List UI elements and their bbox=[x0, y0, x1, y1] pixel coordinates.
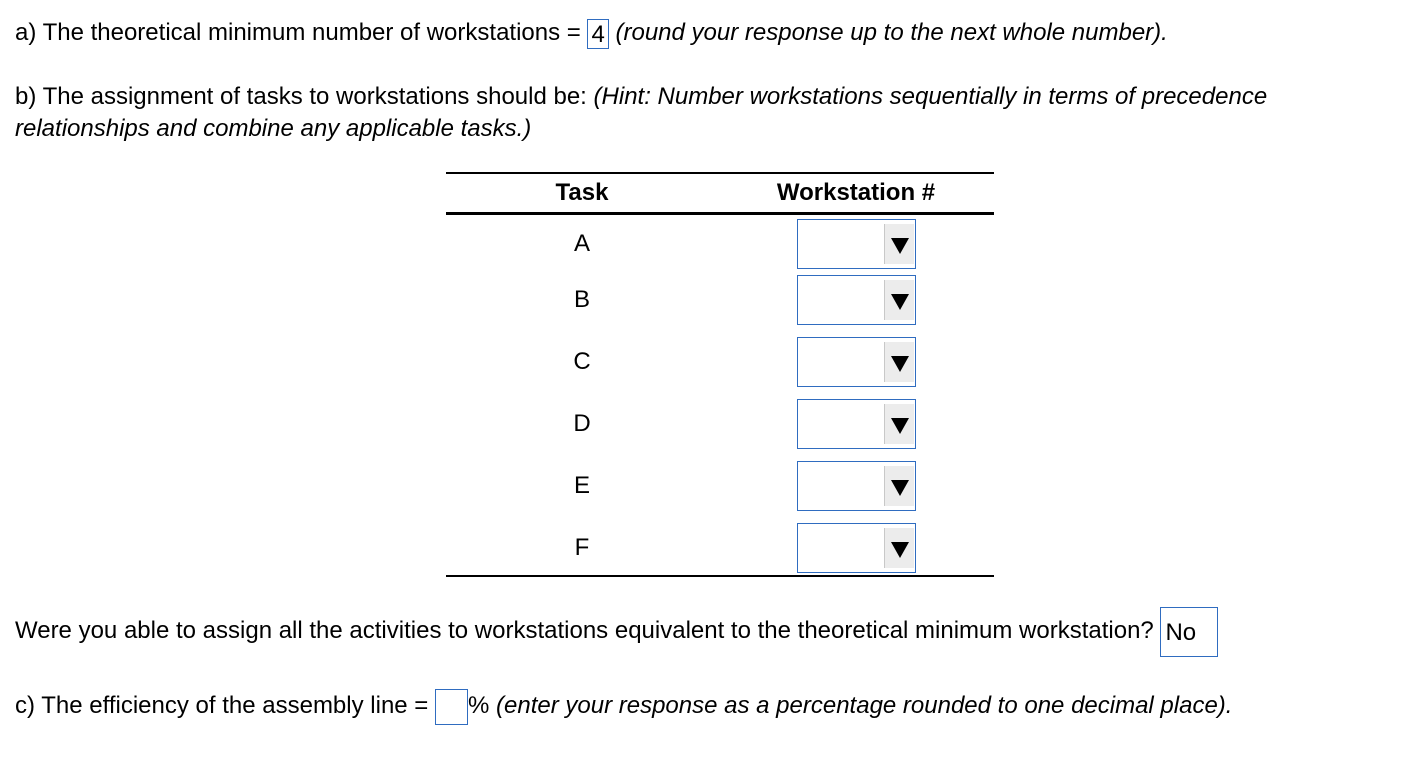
efficiency-input[interactable] bbox=[435, 689, 468, 725]
workstation-select-c[interactable] bbox=[797, 337, 916, 387]
triangle-down-icon[interactable] bbox=[884, 466, 914, 506]
part-b-hint-line1: (Hint: Number workstations sequentially in terms of precedence bbox=[593, 83, 1268, 110]
table-body bbox=[446, 215, 994, 575]
workstation-select-a[interactable] bbox=[797, 219, 916, 269]
part-a-line bbox=[15, 17, 1168, 49]
table-header bbox=[446, 174, 994, 215]
task-label-f: F bbox=[574, 534, 590, 561]
part-a-suffix: (round your response up to the next whole number). bbox=[615, 19, 1168, 46]
triangle-down-icon[interactable] bbox=[884, 224, 914, 264]
part-b-prefix: b) The assignment of tasks to workstations should be: bbox=[15, 83, 587, 110]
part-b-line1 bbox=[15, 81, 1267, 113]
workstation-select-e[interactable] bbox=[797, 461, 916, 511]
triangle-down-icon[interactable] bbox=[884, 342, 914, 382]
task-label-b: B bbox=[573, 286, 590, 313]
part-c-line bbox=[15, 688, 1232, 725]
triangle-down-icon[interactable] bbox=[884, 528, 914, 568]
workstation-select-b[interactable] bbox=[797, 275, 916, 325]
min-workstations-answer[interactable]: 4 bbox=[587, 19, 608, 49]
triangle-down-icon[interactable] bbox=[884, 280, 914, 320]
percent-symbol: % bbox=[468, 692, 490, 719]
task-label-c: C bbox=[573, 348, 591, 375]
task-label-e: E bbox=[573, 472, 590, 499]
part-c-suffix: (enter your response as a percentage rounded to one decimal place). bbox=[496, 692, 1233, 719]
task-label-d: D bbox=[573, 410, 591, 437]
workstation-select-f[interactable] bbox=[797, 523, 916, 573]
header-workstation: Workstation # bbox=[776, 179, 936, 206]
task-assignment-table bbox=[446, 172, 994, 577]
triangle-down-icon[interactable] bbox=[884, 404, 914, 444]
part-c-prefix: c) The efficiency of the assembly line = bbox=[15, 692, 429, 719]
question-line bbox=[15, 606, 1218, 657]
header-task: Task bbox=[555, 179, 609, 206]
question-text: Were you able to assign all the activities to workstations equivalent to the theoretical minimum workstation? bbox=[15, 617, 1154, 644]
part-b-hint-line2: relationships and combine any applicable tasks.) bbox=[15, 115, 532, 142]
workstation-select-d[interactable] bbox=[797, 399, 916, 449]
task-label-a: A bbox=[573, 230, 590, 257]
part-a-prefix: a) The theoretical minimum number of workstations = bbox=[15, 19, 581, 46]
question-answer-select[interactable]: No bbox=[1160, 607, 1218, 657]
